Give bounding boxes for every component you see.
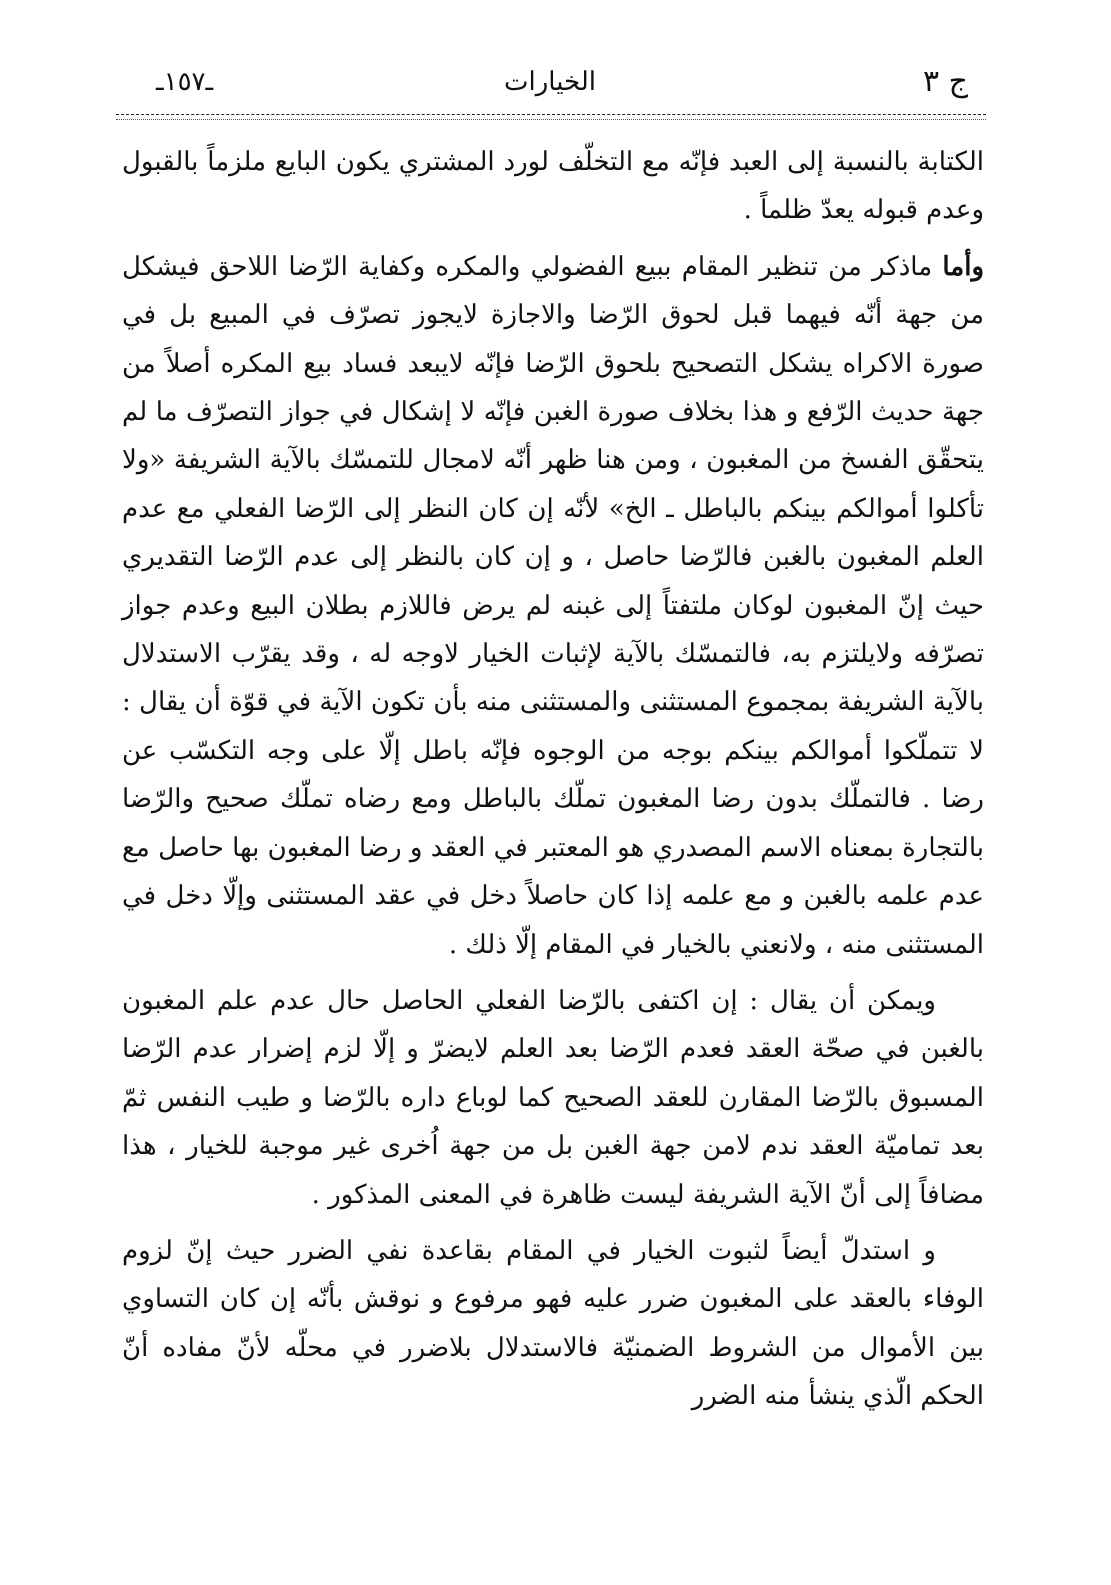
header-rule [116, 114, 986, 115]
page-number: ـ١٥٧ـ [156, 67, 214, 97]
volume-number: ج ٣ [922, 64, 968, 99]
paragraph-text: الكتابة بالنسبة إلى العبد فإنّه مع التخلّف لورد المشتري يكون البايع ملزماً بالقبول وعدم قبوله يعدّ ظلماً . [122, 147, 984, 226]
header-rule-secondary [116, 119, 986, 120]
paragraph-text: ويمكن أن يقال : إن اكتفى بالرّضا الفعلي الحاصل حال عدم علم المغبون بالغبن في صحّة العقد فعدم الرّضا بعد العلم لايضرّ و إلّا لزم إضرار عدم الرّضا المسبوق بالرّضا المقارن للعقد الصحيح كما لوباع داره بالرّضا و طيب النفس ثمّ بعد تماميّة العقد ندم لامن جهة الغبن بل من جهة اُخرى غير موجبة للخيار ، هذا مضافاً إلى أنّ الآية الشريفة ليست ظاهرة في المعنى المذكور . [122, 985, 984, 1210]
paragraph-text: ماذكر من تنظير المقام ببيع الفضولي والمكره وكفاية الرّضا اللاحق فيشكل من جهة أنّه فيهما قبل لحوق الرّضا والاجازة لايجوز تصرّف في المبيع بل في صورة الاكراه يشكل التصحيح بلحوق الرّضا فإنّه لايبعد فساد بيع المكره أصلاً من جهة حديث الرّفع و هذا بخلاف صورة الغبن فإنّه لا إشكال في جواز التصرّف ما لم يتحقّق الفسخ من المغبون ، ومن هنا ظهر أنّه لامجال للتمسّك بالآية الشريفة «ولا تأكلوا أموالكم بينكم بالباطل ـ الخ» لأنّه إن كان النظر إلى الرّضا الفعلي مع عدم العلم المغبون بالغبن فالرّضا حاصل ، و إن كان بالنظر إلى عدم الرّضا التقديري حيث إنّ المغبون لوكان ملتفتاً إلى غبنه لم يرض فاللازم بطلان البيع وعدم جواز تصرّفه ولايلتزم به، فالتمسّك بالآية لإثبات الخيار لاوجه له ، وقد يقرّب الاستدلال بالآية الشريفة بمجموع المستثنى والمستثنى منه بأن تكون الآية في قوّة أن يقال : لا تتملّكوا أموالكم بينكم بوجه من الوجوه فإنّه باطل إلّا على وجه التكسّب عن رضا . فالتملّك بدون رضا المغبون تملّك بالباطل ومع رضاه تملّك صحيح والرّضا بالتجارة بمعناه الاسم المصدري هو المعتبر في العقد و رضا المغبون بها حاصل مع عدم علمه بالغبن و مع علمه إذا كان حاصلاً دخل في عقد المستثنى وإلّا دخل في المستثنى منه ، ولانعني بالخيار في المقام إلّا ذلك . [122, 251, 984, 960]
paragraph-analogy-critique [122, 243, 984, 969]
body-text [122, 138, 984, 1421]
paragraph-text: و استدلّ أيضاً لثبوت الخيار في المقام بقاعدة نفي الضرر حيث إنّ لزوم الوفاء بالعقد على المغبون ضرر عليه فهو مرفوع و نوقش بأنّه إن كان التساوي بين الأموال من الشروط الضمنيّة فالاستدلال بلاضرر في محلّه لأنّ مفاده أنّ الحكم الّذي ينشأ منه الضرر [122, 1235, 984, 1412]
paragraph-objection [122, 977, 984, 1219]
running-head [120, 62, 980, 108]
chapter-title: الخيارات [504, 67, 596, 97]
paragraph-no-harm-rule [122, 1227, 984, 1421]
paragraph-continuation [122, 138, 984, 235]
paragraph-lead-word: وأما [942, 251, 985, 282]
